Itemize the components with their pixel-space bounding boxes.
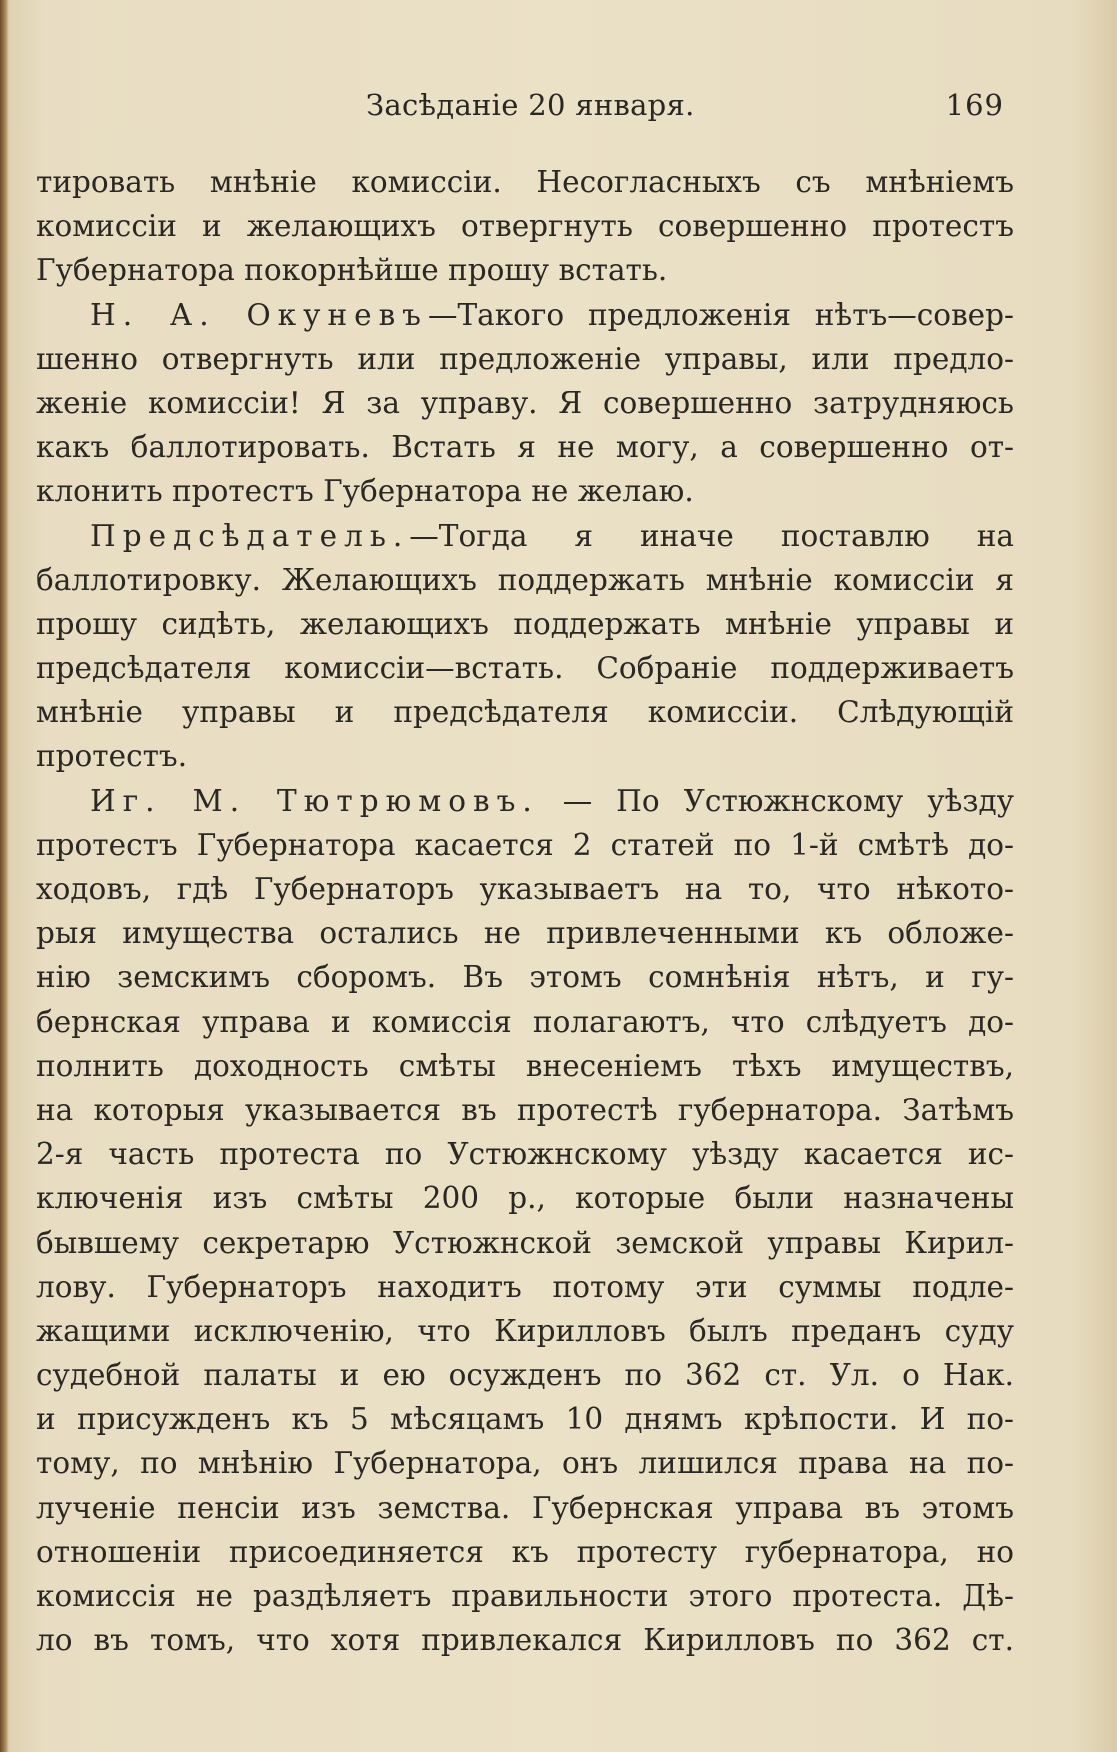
line-text: протестъ Губернатора касается 2 статей по 1-й смѣтѣ до- [36, 827, 1014, 862]
line-text: комиссія не раздѣляетъ правильности этого протеста. Дѣ- [36, 1579, 1014, 1613]
text-line [36, 381, 1014, 425]
line-text: нію земскимъ сборомъ. Въ этомъ сомнѣнія нѣтъ, и гу- [36, 960, 1014, 995]
line-text: 2-я часть протеста по Устюжнскому уѣзду касается ис- [36, 1137, 1014, 1172]
header-title: Засѣданіе 20 января. [366, 88, 695, 122]
line-text: на которыя указывается въ протестѣ губернатора. Затѣмъ [36, 1092, 1014, 1127]
text-line [36, 1000, 1014, 1044]
text-line [36, 1530, 1014, 1574]
text-line [36, 425, 1014, 469]
text-line [36, 1309, 1014, 1353]
text-line [36, 293, 1014, 337]
text-line [36, 955, 1014, 999]
text-line [36, 1353, 1014, 1397]
text-line [36, 1486, 1014, 1530]
line-text: тому, по мнѣнію Губернатора, онъ лишился права на по- [36, 1446, 1014, 1481]
line-text: полнить доходность смѣты внесеніемъ тѣхъ имуществъ, [36, 1048, 1014, 1083]
line-text: бывшему секретарю Устюжнской земской управы Кирил- [36, 1225, 1014, 1260]
text-line [36, 248, 1014, 292]
text-line [36, 204, 1014, 248]
line-text: рыя имущества остались не привлеченными къ обложе- [36, 916, 1014, 951]
text-line [36, 646, 1014, 690]
line-text: ло въ томъ, что хотя привлекался Кирилловъ по 362 ст. [36, 1623, 1014, 1658]
running-header [36, 84, 1008, 132]
line-text: какъ баллотировать. Встать я не могу, а совершенно от- [36, 430, 1014, 465]
text-line [36, 1265, 1014, 1309]
line-text: ключенія изъ смѣты 200 р., которые были назначены [36, 1181, 1014, 1216]
line-text: ходовъ, гдѣ Губернаторъ указываетъ на то, что нѣкото- [36, 872, 1014, 906]
text-line [36, 602, 1014, 646]
page-number: 169 [945, 88, 1004, 122]
line-text: предсѣдателя комиссіи—встать. Собраніе поддерживаетъ [36, 651, 1014, 686]
line-text: Губернатора покорнѣйше прошу встать. [36, 253, 668, 288]
text-line [36, 911, 1014, 955]
text-line [36, 337, 1014, 381]
body-text [36, 160, 1014, 1662]
text-line [36, 1441, 1014, 1485]
text-line [36, 1044, 1014, 1088]
line-text: — По Устюжнскому уѣзду [538, 783, 1014, 818]
line-text: женіе комиссіи! Я за управу. Я совершенно затрудняюсь [36, 385, 1014, 420]
line-text: протестъ. [36, 739, 188, 774]
text-line [36, 1574, 1014, 1618]
line-text: жащими исключенію, что Кирилловъ былъ преданъ суду [36, 1313, 1014, 1348]
text-line [36, 867, 1014, 911]
line-text: судебной палаты и ею осужденъ по 362 ст. Ул. о Нак. [36, 1358, 1014, 1393]
text-line [36, 823, 1014, 867]
text-line [36, 690, 1014, 734]
line-text: лову. Губернаторъ находитъ потому эти суммы подле- [36, 1269, 1014, 1304]
line-text: шенно отвергнуть или предложеніе управы, или предло- [36, 341, 1014, 376]
text-line [36, 734, 1014, 778]
text-line [36, 514, 1014, 558]
speaker-name: Предсѣдатель. [90, 518, 410, 553]
text-line [36, 1221, 1014, 1265]
text-line [36, 160, 1014, 204]
text-line [36, 558, 1014, 602]
text-line [36, 779, 1014, 823]
line-text: тировать мнѣніе комиссіи. Несогласныхъ съ мнѣніемъ [36, 165, 1014, 199]
line-text: комиссіи и желающихъ отвергнуть совершенно протестъ [36, 209, 1014, 244]
line-text: отношеніи присоединяется къ протесту губернатора, но [36, 1534, 1014, 1569]
page-binding-edge [0, 0, 9, 1752]
text-line [36, 1132, 1014, 1176]
line-text: баллотировку. Желающихъ поддержать мнѣніе комиссіи я [36, 562, 1014, 597]
line-text: и присужденъ къ 5 мѣсяцамъ 10 днямъ крѣпости. И по- [36, 1402, 1014, 1437]
text-line [36, 1618, 1014, 1662]
speaker-name: Н. А. Окуневъ [90, 297, 428, 332]
line-text: лученіе пенсіи изъ земства. Губернская управа въ этомъ [36, 1490, 1014, 1525]
text-line [36, 1088, 1014, 1132]
line-text: мнѣніе управы и предсѣдателя комиссіи. Слѣдующій [36, 695, 1014, 730]
text-line [36, 1397, 1014, 1441]
line-text: бернская управа и комиссія полагаютъ, что слѣдуетъ до- [36, 1004, 1014, 1039]
text-line [36, 469, 1014, 513]
line-text: —Такого предложенія нѣтъ—совер- [427, 297, 1014, 332]
speaker-name: Иг. М. Тютрюмовъ. [90, 783, 539, 818]
line-text: —Тогда я иначе поставлю на [409, 518, 1014, 553]
line-text: прошу сидѣть, желающихъ поддержать мнѣніе управы и [36, 606, 1014, 641]
text-line [36, 1176, 1014, 1220]
line-text: клонить протестъ Губернатора не желаю. [36, 474, 694, 509]
